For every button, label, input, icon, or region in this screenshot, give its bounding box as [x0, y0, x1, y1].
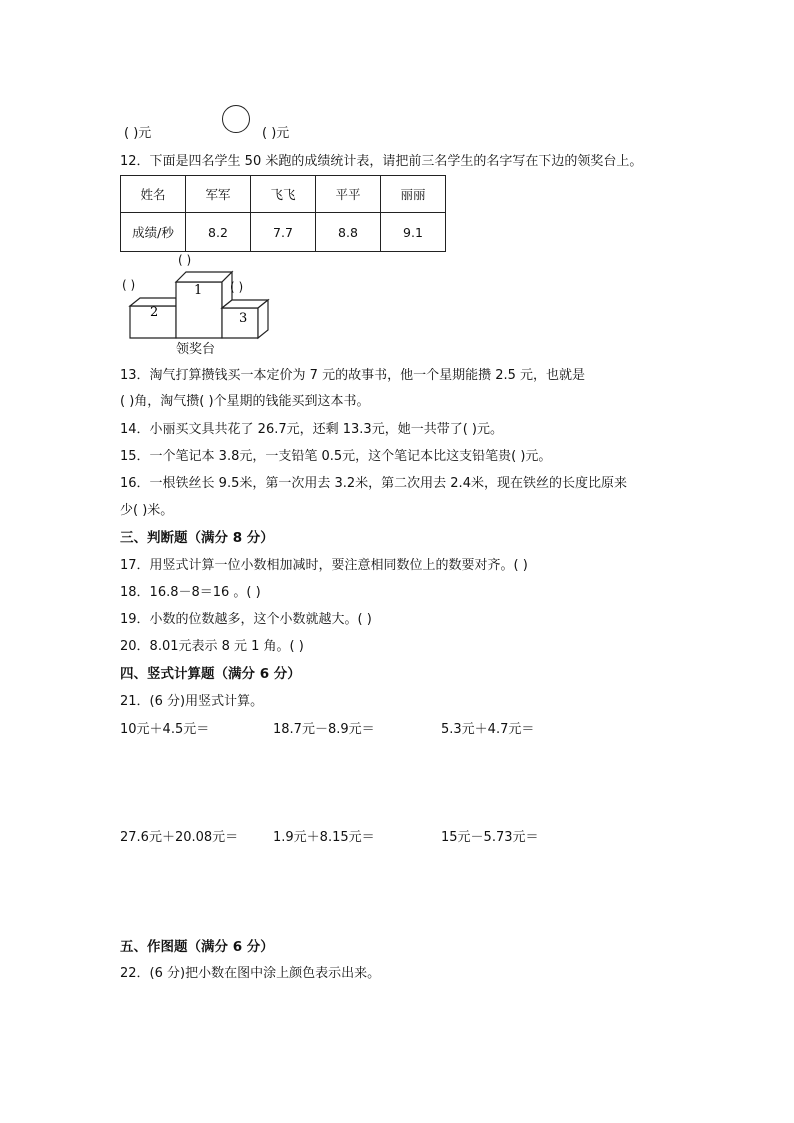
podium-blank-second: ( ) [122, 278, 136, 292]
section-3-heading: 三、判断题（满分 8 分） [120, 530, 274, 546]
question-12: 12．下面是四名学生 50 米跑的成绩统计表，请把前三名学生的名字写在下边的领奖台上。 [120, 154, 643, 169]
calc-item: 10元＋4.5元＝ [120, 722, 210, 737]
table-cell-name: 丽丽 [381, 176, 446, 213]
podium-label-third: 3 [239, 311, 248, 326]
table-row-label: 成绩/秒 [121, 213, 186, 252]
table-header-label: 姓名 [121, 176, 186, 213]
calc-item: 5.3元＋4.7元＝ [441, 722, 535, 737]
podium-blank-third: ( ) [230, 280, 244, 294]
question-19: 19．小数的位数越多，这个小数就越大。( ) [120, 612, 372, 627]
podium-label-first: 1 [194, 283, 203, 298]
score-table [120, 175, 446, 252]
table-cell-score: 9.1 [381, 213, 446, 252]
podium-label-second: 2 [150, 305, 159, 320]
podium-blank-first: ( ) [178, 253, 192, 267]
table-cell-name: 飞飞 [251, 176, 316, 213]
question-14: 14．小丽买文具共花了 26.7元，还剩 13.3元，她一共带了( )元。 [120, 422, 503, 437]
section-4-heading: 四、竖式计算题（满分 6 分） [120, 666, 301, 682]
question-21: 21．(6 分)用竖式计算。 [120, 694, 264, 709]
table-cell-score: 8.8 [316, 213, 381, 252]
calc-item: 18.7元－8.9元＝ [273, 722, 375, 737]
question-22: 22．(6 分)把小数在图中涂上颜色表示出来。 [120, 966, 381, 981]
calc-item: 15元－5.73元＝ [441, 830, 539, 845]
table-cell-name: 军军 [186, 176, 251, 213]
question-16-line1: 16．一根铁丝长 9.5米，第一次用去 3.2米，第二次用去 2.4米，现在铁丝的长度比原来 [120, 476, 627, 491]
question-16-line2: 少( )米。 [120, 503, 174, 518]
table-cell-score: 7.7 [251, 213, 316, 252]
blank-yuan-left: ( )元 [124, 126, 152, 141]
table-row [121, 213, 446, 252]
podium-caption: 领奖台 [176, 342, 216, 357]
question-15: 15．一个笔记本 3.8元，一支铅笔 0.5元，这个笔记本比这支铅笔贵( )元。 [120, 449, 552, 464]
blank-yuan-right: ( )元 [262, 126, 290, 141]
question-13-line2: ( )角，淘气攒( )个星期的钱能买到这本书。 [120, 394, 370, 409]
comparison-circle [222, 105, 250, 133]
table-row [121, 176, 446, 213]
calc-item: 1.9元＋8.15元＝ [273, 830, 375, 845]
question-17: 17．用竖式计算一位小数相加减时，要注意相同数位上的数要对齐。( ) [120, 558, 528, 573]
calc-item: 27.6元＋20.08元＝ [120, 830, 239, 845]
question-18: 18．16.8－8＝16 。( ) [120, 585, 261, 600]
table-cell-name: 平平 [316, 176, 381, 213]
question-13-line1: 13．淘气打算攒钱买一本定价为 7 元的故事书，他一个星期能攒 2.5 元，也就是 [120, 368, 586, 383]
question-20: 20．8.01元表示 8 元 1 角。( ) [120, 639, 304, 654]
table-cell-score: 8.2 [186, 213, 251, 252]
section-5-heading: 五、作图题（满分 6 分） [120, 939, 274, 955]
